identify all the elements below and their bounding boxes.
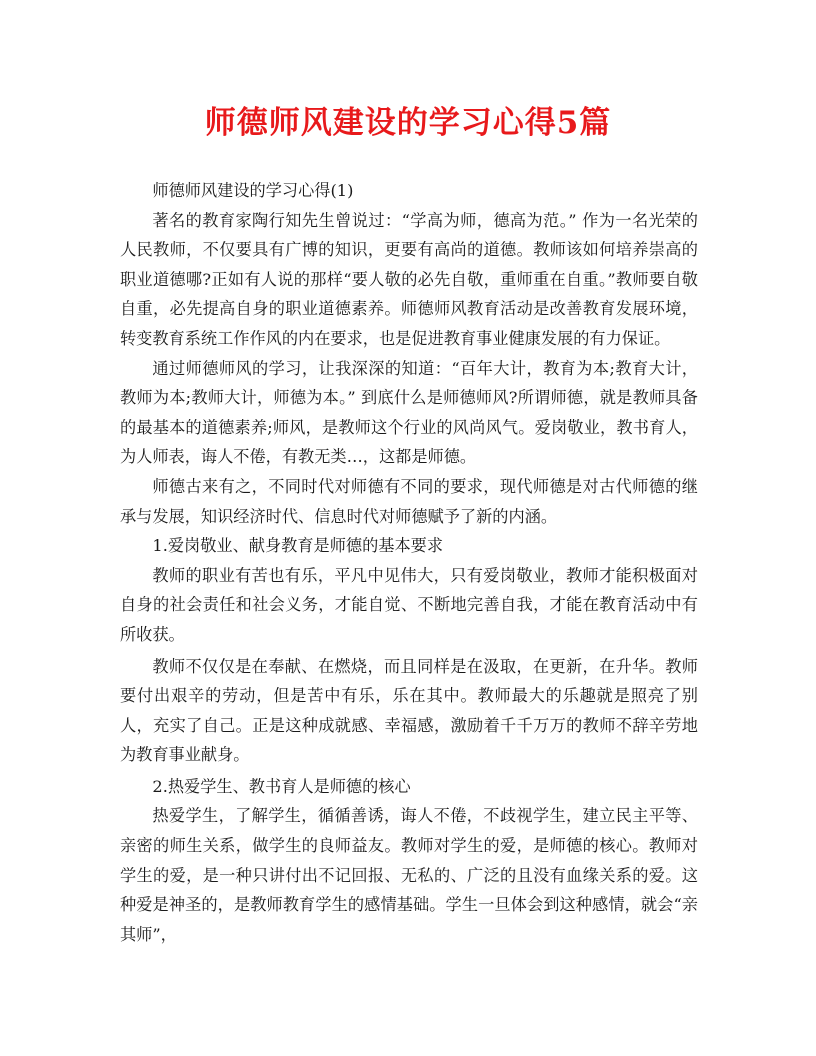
section-heading-1: 师德师风建设的学习心得(1) xyxy=(152,181,354,200)
document-body xyxy=(120,176,698,949)
paragraph: 教师的职业有苦也有乐，平凡中见伟大，只有爱岗敬业，教师才能积极面对自身的社会责任和社会义务，才能自觉、不断地完善自我，才能在教育活动中有所收获。 xyxy=(120,565,698,644)
paragraph: 教师不仅仅是在奉献、在燃烧，而且同样是在汲取，在更新，在升华。教师要付出艰辛的劳动，但是苦中有乐，乐在其中。教师最大的乐趣就是照亮了别人，充实了自己。正是这种成就感、幸福感，激励着千千万万的教师不辞辛劳地为教育事业献身。 xyxy=(120,656,698,765)
paragraph: 师德古来有之，不同时代对师德有不同的要求，现代师德是对古代师德的继承与发展，知识经济时代、信息时代对师德赋予了新的内涵。 xyxy=(120,476,698,526)
subheading-1: 1.爱岗敬业、献身教育是师德的基本要求 xyxy=(152,536,444,556)
document-title: 师德师风建设的学习心得5篇 xyxy=(204,105,612,141)
paragraph: 通过师德师风的学习，让我深深的知道：“百年大计，教育为本;教育大计，教师为本;教师大计，师德为本。” 到底什么是师德师风?所谓师德，就是教师具备的最基本的道德素养;师风，是教师这个行业的风尚风气。爱岗敬业，教书育人，为人师表，诲人不倦，有教无类…，这都是师德。 xyxy=(120,358,698,467)
subheading-2: 2.热爱学生、教书育人是师德的核心 xyxy=(152,776,411,796)
paragraph: 热爱学生，了解学生，循循善诱，诲人不倦，不歧视学生，建立民主平等、亲密的师生关系，做学生的良师益友。教师对学生的爱，是师德的核心。教师对学生的爱，是一种只讲付出不记回报、无私的、广泛的且没有血缘关系的爱。这种爱是神圣的，是教师教育学生的感情基础。学生一旦体会到这种感情，就会“亲其师”， xyxy=(120,806,698,944)
paragraph: 著名的教育家陶行知先生曾说过：“学高为师，德高为范。” 作为一名光荣的人民教师，不仅要具有广博的知识，更要有高尚的道德。教师该如何培养崇高的职业道德哪?正如有人说的那样“要人敬的必先自敬，重师重在自重。”教师要自敬自重，必先提高自身的职业道德素养。师德师风教育活动是改善教育发展环境，转变教育系统工作作风的内在要求，也是促进教育事业健康发展的有力保证。 xyxy=(120,210,698,348)
